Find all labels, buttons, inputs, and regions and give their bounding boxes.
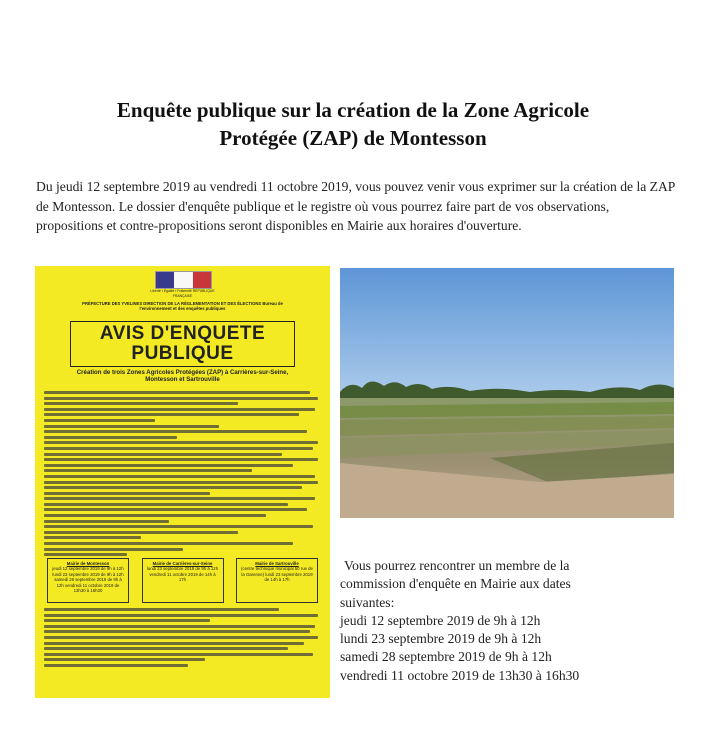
sessions-intro-line-2: commission d'enquête en Mairie aux dates	[340, 576, 571, 592]
avis-enquete-poster	[35, 266, 330, 698]
poster-heading-box	[70, 321, 295, 367]
sessions-text	[340, 557, 675, 685]
agricultural-field-photo	[340, 268, 674, 518]
session-date: vendredi 11 octobre 2019 de 13h30 à 16h30	[340, 667, 580, 683]
sessions-intro-line-1: Vous pourrez rencontrer un membre de la	[344, 558, 570, 573]
poster-mairie-title: Mairie de Sartrouville	[255, 561, 299, 566]
prefecture-header: PRÉFECTURE DES YVELINES DIRECTION DE LA RÉGLEMENTATION ET DES ÉLECTIONS Bureau de l'environnement et des enquêtes publiques	[82, 301, 283, 312]
title-line-2: Protégée (ZAP) de Montesson	[219, 126, 487, 150]
poster-mairies	[47, 558, 318, 603]
poster-heading-line-1: AVIS D'ENQUETE	[99, 323, 266, 344]
poster-mairie-sartrouville	[236, 558, 318, 603]
page-title	[20, 96, 686, 152]
republique-francaise-logo	[155, 271, 212, 289]
poster-heading-line-2: PUBLIQUE	[131, 343, 234, 364]
poster-heading	[71, 324, 294, 364]
poster-mairie-dates: jeudi 12 septembre 2019 de 9h à 12h lundi 23 septembre 2019 de 9h à 12h samedi 28 septembre 2019 de 9h à 12h vendredi 11 octobre 2019 de 13h30 à 16h30	[52, 566, 124, 594]
intro-paragraph: Du jeudi 12 septembre 2019 au vendredi 11 octobre 2019, vous pouvez venir vous exprimer sur la création de la ZAP de Montesson. Le dossier d'enquête publique et le registre où vous pourrez faire part de vos observations, propositions et contre-propositions seront disponibles en Mairie aux horaires d'ouverture.	[36, 179, 675, 234]
session-date: jeudi 12 septembre 2019 de 9h à 12h	[340, 612, 541, 628]
poster-mairie-title: Mairie de Carrières-sur-Seine	[152, 561, 213, 566]
title-line-1: Enquête publique sur la création de la Zone Agricole	[116, 98, 590, 122]
poster-mairie-carrieres	[142, 558, 224, 603]
session-date: samedi 28 septembre 2019 de 9h à 12h	[340, 649, 552, 665]
poster-body-text-2	[44, 608, 321, 688]
poster-mairie-title: Mairie de Montesson	[66, 561, 110, 566]
poster-subtitle: Création de trois Zones Agricoles Protégées (ZAP) à Carrières-sur-Seine, Montesson et Sartrouville	[76, 369, 289, 384]
poster-mairie-montesson	[47, 558, 129, 603]
poster-mairie-dates: lundi 23 septembre 2019 de 9h à 12h vendredi 11 octobre 2019 de 14h à 17h	[146, 566, 219, 583]
poster-body-text	[44, 391, 321, 556]
session-date: lundi 23 septembre 2019 de 9h à 12h	[340, 631, 542, 647]
poster-mairie-dates: (centre technique municipal 50 rue de la Garenne) lundi 23 septembre 2019 de 14h à 17h	[241, 566, 313, 583]
sessions-intro-line-3: suivantes:	[340, 594, 395, 610]
logo-caption: Liberté • Égalité • Fraternité RÉPUBLIQUE FRANÇAISE	[150, 289, 215, 298]
